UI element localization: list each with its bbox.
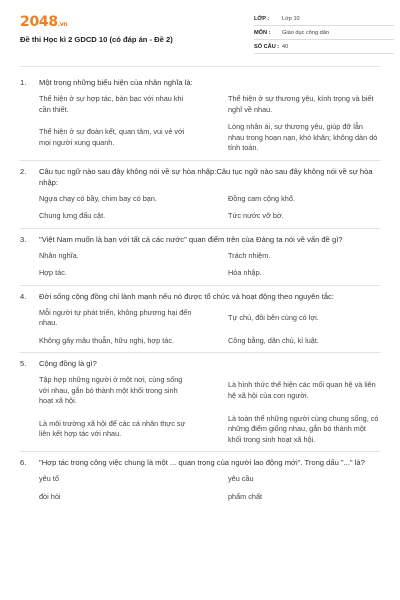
meta-value: Giáo dục công dân: [282, 29, 329, 36]
answer-option-d[interactable]: Công bằng, dân chủ, kỉ luật.: [228, 335, 319, 345]
answer-option-c[interactable]: Hợp tác.: [39, 268, 67, 277]
meta-value: 40: [282, 43, 289, 50]
answer-option-c[interactable]: Không gây mâu thuẫn, hữu nghị, hợp tác.: [39, 335, 175, 345]
meta-row-subject: [254, 26, 394, 40]
exam-title: Đề thi Học kì 2 GDCD 10 (có đáp án - Đề 2): [20, 35, 173, 44]
answer-option-b[interactable]: Tự chủ, đôi bên cùng có lợi.: [228, 312, 319, 322]
meta-label: SỐ CÂU :: [254, 43, 280, 50]
answer-option-b[interactable]: Thể hiện ở sự thương yêu, kính trọng và biết nghĩ về nhau.: [228, 94, 374, 114]
question-number: 5.: [20, 359, 27, 368]
answer-option-c[interactable]: đòi hỏi: [39, 491, 61, 501]
answer-option-d[interactable]: Lòng nhân ái, sự thương yêu, giúp đỡ lẫn nhau trong hoạn nạn, khó khăn; không dàn dó tính toán.: [228, 122, 378, 152]
answer-option-c[interactable]: Chung lưng đấu cật.: [39, 211, 106, 220]
answer-option-a[interactable]: Nhân nghĩa.: [39, 250, 79, 260]
question-6: [20, 452, 380, 508]
answer-option-d[interactable]: Tức nước vỡ bờ.: [228, 211, 284, 220]
question-number: 2.: [20, 166, 27, 176]
question-4: [20, 286, 380, 354]
question-text: "Việt Nam muốn là bạn với tất cả các nước" quan điểm trên của Đảng ta nói về vấn đề gì?: [39, 234, 343, 244]
logo-main: 2048: [20, 14, 58, 30]
question-3: [20, 229, 380, 286]
question-2: [20, 161, 380, 229]
answer-options: [39, 92, 380, 156]
question-number: 4.: [20, 291, 27, 301]
question-number: 3.: [20, 234, 27, 244]
answer-options: [39, 249, 380, 281]
question-number: 1.: [20, 78, 27, 87]
answer-option-d[interactable]: phẩm chất: [228, 491, 263, 501]
question-number: 6.: [20, 458, 27, 467]
meta-value: Lớp 10: [282, 15, 300, 22]
answer-option-b[interactable]: Là hình thức thể hiện các mối quan hệ và liên hệ xã hội của con người.: [228, 380, 376, 400]
question-text: Đời sống cộng đồng chỉ lành mạnh nếu nó được tổ chức và hoạt động theo nguyên tắc:: [39, 291, 334, 301]
answer-option-b[interactable]: Trách nhiệm.: [228, 250, 271, 260]
meta-label: MÔN :: [254, 29, 271, 36]
answer-option-a[interactable]: yêu tố: [39, 474, 59, 483]
answer-options: [39, 373, 380, 447]
answer-option-b[interactable]: Đồng cam cộng khổ.: [228, 193, 295, 203]
question-5: [20, 353, 380, 452]
page-header: [0, 0, 400, 66]
answer-option-a[interactable]: Tập hợp những người ở một nơi, cùng sống với nhau, gắn bó thành một khối trong sinh hoạt xã hội.: [39, 375, 183, 405]
question-text: Cộng đồng là gì?: [39, 359, 97, 368]
answer-options: [39, 306, 380, 349]
answer-option-a[interactable]: Ngựa chạy có bầy, chim bay có bạn.: [39, 193, 157, 203]
logo-suffix: .vn: [57, 21, 68, 28]
answer-option-c[interactable]: Là môi trường xã hội để các cá nhân thực sự liên kết hợp tác với nhau.: [39, 418, 186, 439]
meta-row-question-count: [254, 40, 394, 54]
question-text: "Hợp tác trong công việc chung là một ... quan trọng của người lao động mới". Trong dấu "..." là?: [39, 458, 365, 467]
question-text: Câu tục ngữ nào sau đây không nói về sự hòa nhập:Câu tục ngữ nào sau đây không nói về sự hòa nhập:: [39, 166, 373, 187]
answer-option-b[interactable]: yêu cầu: [228, 474, 254, 483]
answer-option-a[interactable]: Mỗi người tự phát triển, không phương hại đến nhau.: [39, 307, 192, 327]
question-1: [20, 72, 380, 161]
answer-options: [39, 472, 380, 504]
answer-option-a[interactable]: Thể hiện ở sự hợp tác, bàn bạc với nhau khi cần thiết.: [39, 94, 184, 114]
question-text: Một trong những biểu hiện của nhân nghĩa là:: [39, 78, 193, 87]
answer-option-d[interactable]: Hòa nhập.: [228, 268, 262, 277]
header-divider: [20, 66, 380, 67]
answer-option-c[interactable]: Thể hiện ở sự đoàn kết, quan tâm, vui vẻ với mọi người xung quanh.: [39, 127, 185, 147]
question-list: [20, 72, 380, 508]
answer-options: [39, 192, 380, 224]
exam-meta: [254, 12, 394, 54]
meta-label: LỚP :: [254, 15, 270, 22]
site-logo[interactable]: [20, 14, 67, 30]
meta-row-class: [254, 12, 394, 26]
answer-option-d[interactable]: Là toàn thể những người cùng chung sống, có những điểm giống nhau, gắn bó thành một khối trong sinh hoạt xã hội.: [228, 413, 379, 444]
